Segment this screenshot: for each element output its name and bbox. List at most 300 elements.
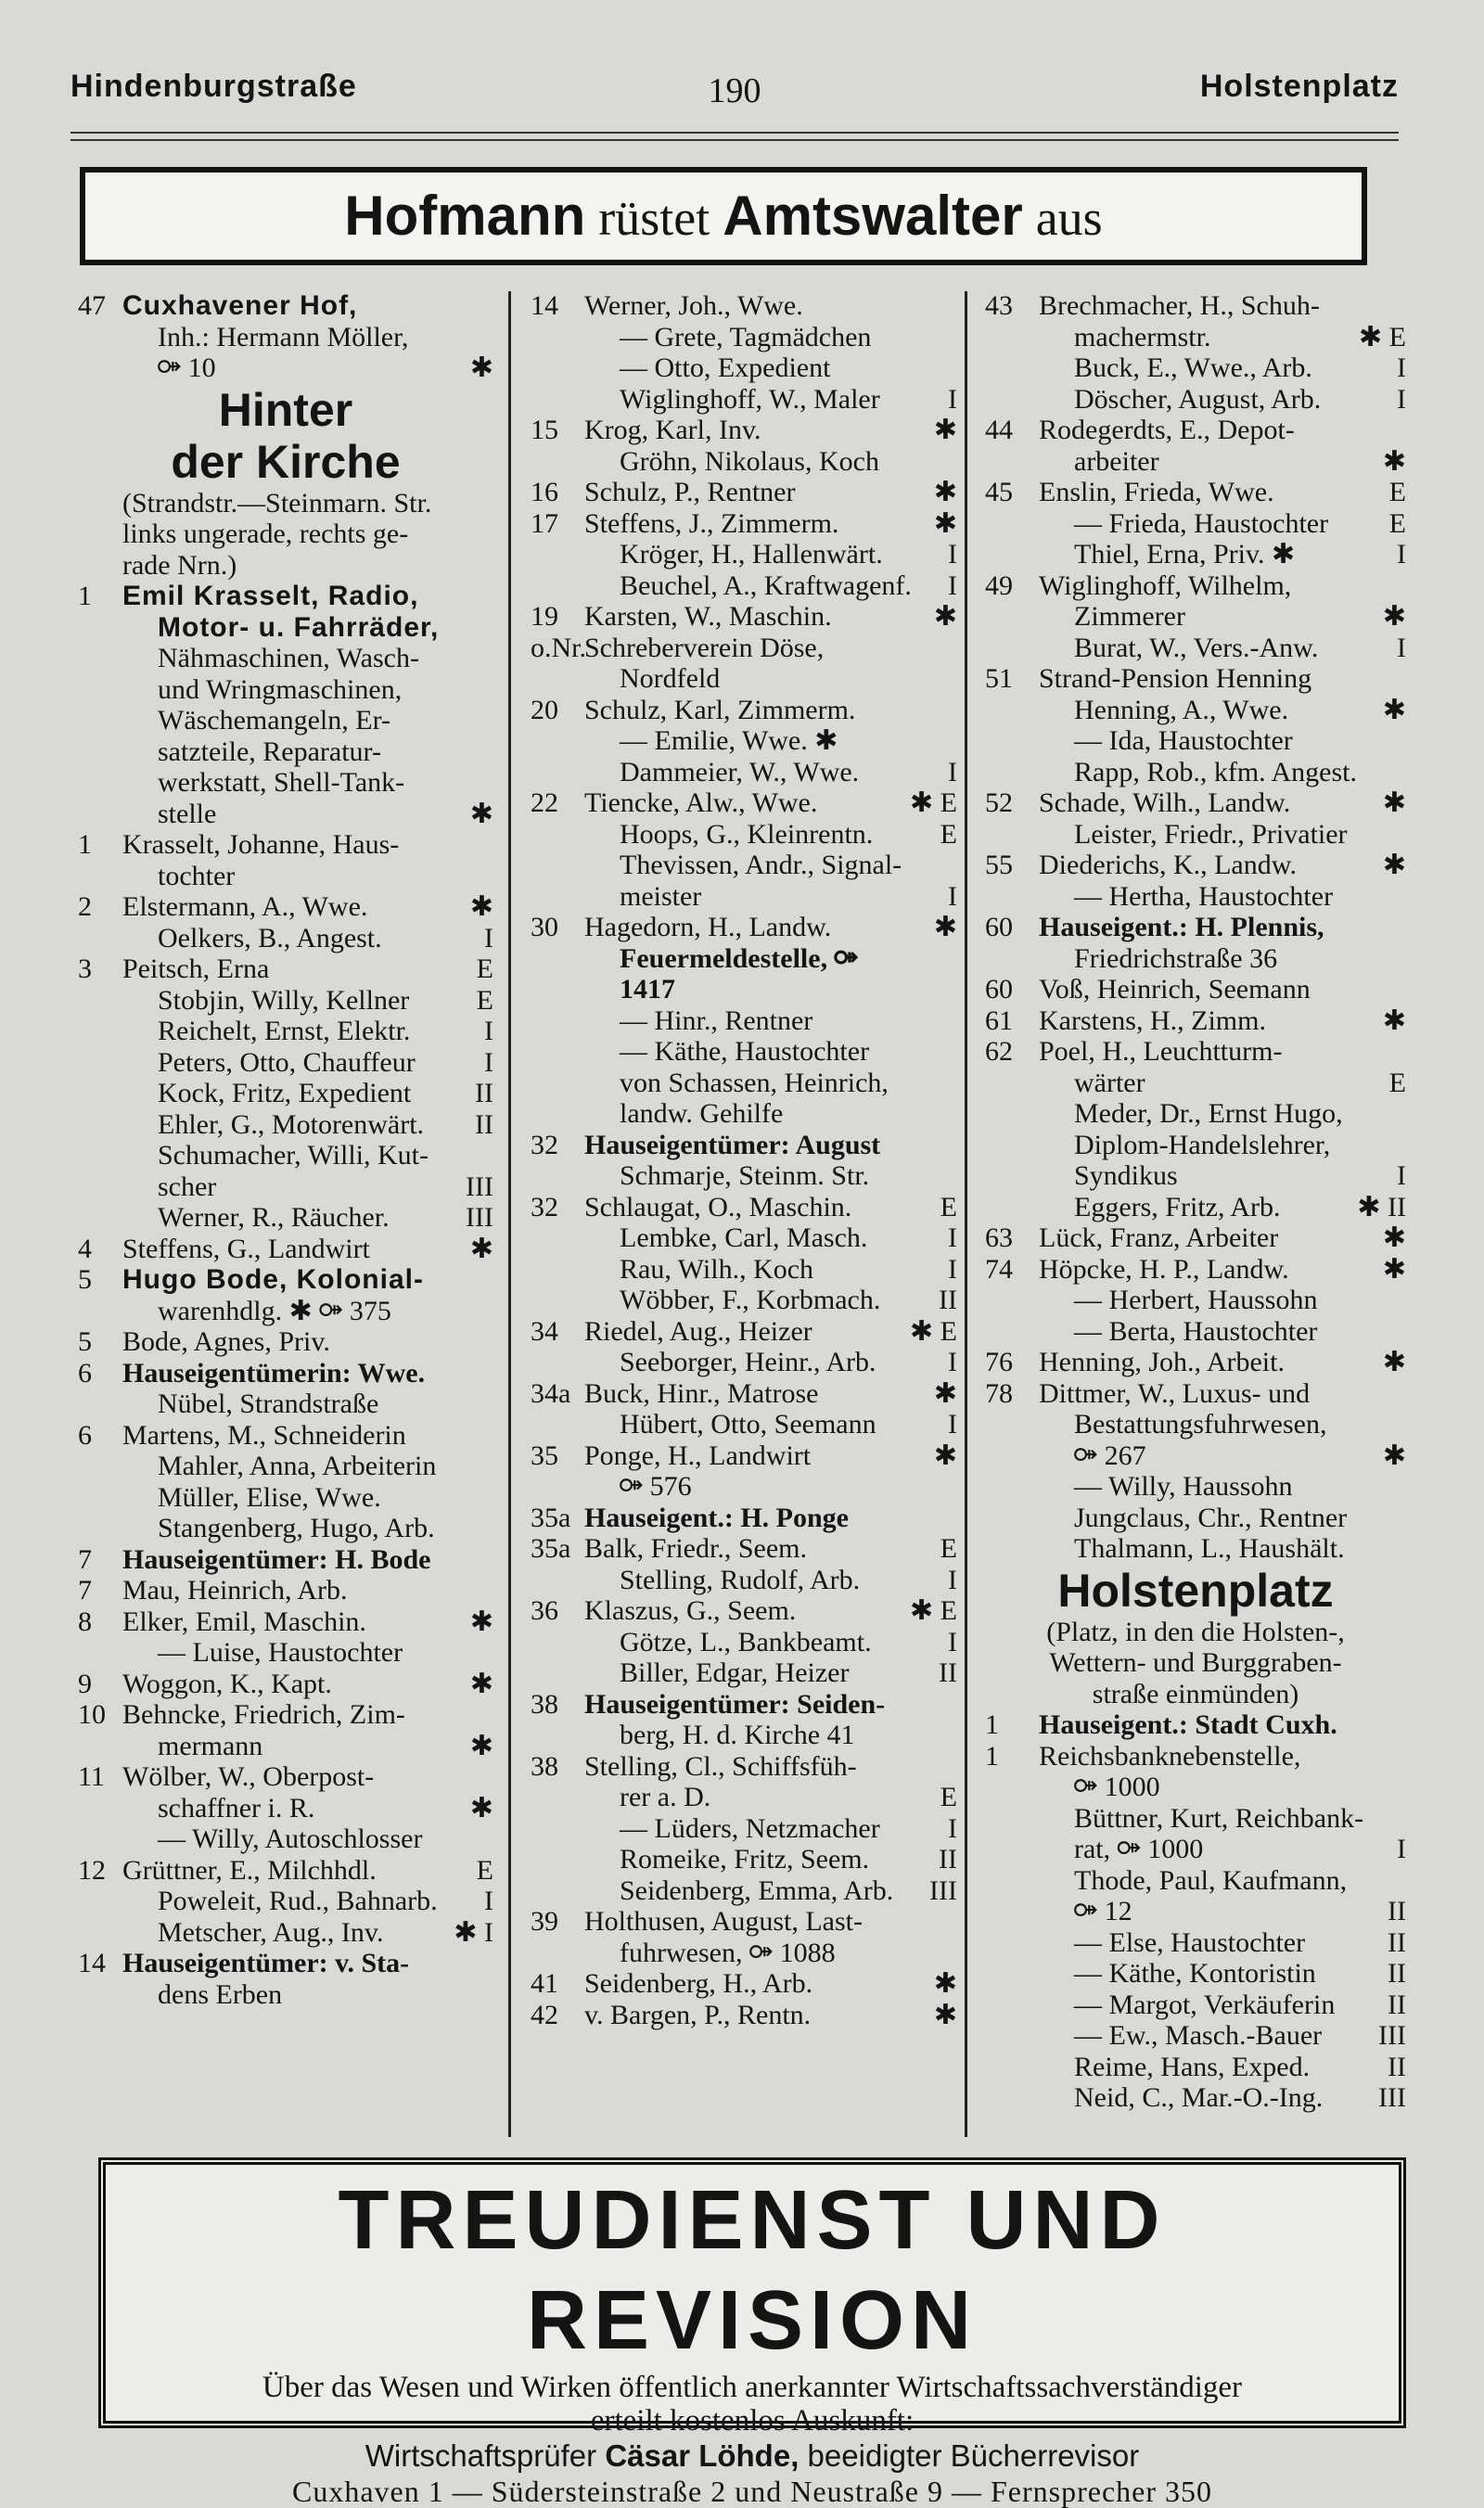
entry-text: Zimmerer: [1074, 601, 1185, 632]
directory-entry: [985, 508, 1406, 540]
entry-text: — Willy, Haussohn: [1074, 1471, 1293, 1502]
header-street-right: Holstenplatz: [1199, 69, 1399, 104]
house-number: [531, 1285, 584, 1316]
entry-text: ⚩ 12: [1074, 1896, 1132, 1926]
directory-entry: [985, 290, 1406, 322]
entry-text: Stelling, Cl., Schiffsfüh-: [584, 1750, 857, 1782]
entry-text: Friedrichstraße 36: [1074, 942, 1278, 974]
house-number: 7: [78, 1575, 92, 1606]
entry-text: Hauseigent.: H. Ponge: [584, 1502, 849, 1533]
directory-entry: [531, 1130, 957, 1161]
floor-marker: II: [475, 1078, 493, 1108]
directory-entry: [78, 581, 493, 612]
floor-marker: II: [1388, 1989, 1406, 2020]
entry-text: — Hertha, Haustochter: [1074, 880, 1334, 912]
directory-entry: [78, 767, 493, 799]
house-number: 49: [985, 569, 1013, 601]
house-number: [78, 1979, 122, 2011]
entry-text: Seeborger, Heinr., Arb.: [620, 1347, 876, 1377]
entry-text: Klaszus, G., Seem.: [584, 1595, 797, 1626]
directory-entry: [531, 384, 957, 416]
house-number: 5: [78, 1264, 92, 1295]
house-number: 15: [531, 415, 558, 445]
entry-text: Cuxhavener Hof,: [122, 290, 358, 321]
floor-marker: I: [484, 922, 493, 953]
house-number: 35a: [531, 1502, 571, 1533]
entry-text: — Käthe, Haustochter: [620, 1036, 870, 1067]
house-number: 39: [531, 1906, 558, 1937]
house-number: 14: [78, 1948, 106, 1978]
ad-word-3: aus: [1035, 190, 1103, 246]
house-number: 9: [78, 1668, 92, 1699]
house-number: [531, 1068, 584, 1099]
floor-marker: ✱: [1382, 1440, 1406, 1471]
house-number: [531, 1565, 584, 1596]
house-number: [78, 488, 122, 519]
house-number: 7: [78, 1543, 92, 1575]
floor-marker: ✱: [469, 1792, 493, 1823]
section-note: Wettern- und Burggraben-: [1049, 1647, 1342, 1678]
entry-text: von Schassen, Heinrich,: [620, 1067, 889, 1098]
house-number: [531, 943, 584, 975]
directory-entry: [985, 415, 1406, 446]
entry-text: Strand-Pension Henning: [1039, 663, 1312, 694]
entry-text: Karsten, W., Maschin.: [584, 601, 832, 632]
house-number: 2: [78, 891, 92, 922]
directory-entry: [531, 1875, 957, 1907]
section-note: straße einmünden): [1092, 1678, 1299, 1709]
entry-text: Hoops, G., Kleinrentn.: [620, 818, 874, 850]
directory-entry: [531, 415, 957, 446]
house-number: [985, 2082, 1039, 2114]
entry-text: Burat, W., Vers.-Anw.: [1074, 632, 1319, 663]
house-number: [531, 1720, 584, 1751]
directory-column-3: [985, 290, 1406, 2114]
floor-marker: III: [466, 1171, 493, 1202]
entry-text: — Ew., Masch.-Bauer: [1074, 2020, 1323, 2051]
entry-text: Thevissen, Andr., Signal-: [620, 850, 902, 880]
directory-entry: [985, 1896, 1406, 1927]
house-number: [985, 1834, 1039, 1865]
entry-text: Peitsch, Erna: [122, 953, 270, 984]
floor-marker: ✱: [1382, 445, 1406, 477]
floor-marker: ✱ II: [1357, 1191, 1406, 1222]
entry-text: Enslin, Frieda, Wwe.: [1039, 477, 1274, 507]
entry-text: Hauseigentümer: H. Bode: [122, 1543, 431, 1575]
directory-entry: [78, 1823, 493, 1855]
entry-text: Schulz, Karl, Zimmerm.: [584, 694, 856, 725]
directory-entry: [531, 1503, 957, 1534]
floor-marker: E: [940, 1533, 957, 1564]
floor-marker: I: [1397, 1834, 1406, 1864]
entry-text: rat, ⚩ 1000: [1074, 1834, 1204, 1864]
entry-text: Döscher, August, Arb.: [1074, 383, 1322, 415]
floor-marker: ✱: [933, 1999, 957, 2030]
house-number: [78, 985, 122, 1017]
directory-entry: [531, 943, 957, 975]
entry-text: Krasselt, Johanne, Haus-: [122, 829, 400, 860]
floor-marker: III: [1378, 2082, 1406, 2113]
directory-entry: [531, 1285, 957, 1316]
house-number: [531, 663, 584, 695]
entry-text: rade Nrn.): [122, 549, 237, 581]
floor-marker: E: [940, 818, 957, 850]
directory-entry: [531, 1068, 957, 1099]
house-number: [985, 2020, 1039, 2052]
house-number: o.Nr.: [531, 632, 586, 663]
entry-text: — Margot, Verkäuferin: [1074, 1989, 1336, 2020]
ad-description: Über das Wesen und Wirken öffentlich anerkannter Wirtschaftssachverständiger: [262, 2371, 1243, 2404]
entry-text: Ehler, G., Motorenwärt.: [158, 1108, 425, 1140]
entry-text: 1417: [620, 974, 675, 1004]
house-number: [531, 1471, 584, 1503]
entry-text: Kröger, H., Hallenwärt.: [620, 539, 883, 569]
entry-text: Wiglinghoff, Wilhelm,: [1039, 569, 1292, 601]
entry-text: Karstens, H., Zimm.: [1039, 1004, 1266, 1036]
entry-text: Nähmaschinen, Wasch-: [158, 643, 419, 673]
entry-text: werkstatt, Shell-Tank-: [158, 767, 405, 798]
entry-text: Bestattungsfuhrwesen,: [1074, 1409, 1327, 1440]
directory-entry: [531, 477, 957, 508]
entry-text: Henning, A., Wwe.: [1074, 694, 1289, 725]
directory-entry: [985, 539, 1406, 570]
directory-entry: [985, 1130, 1406, 1161]
directory-entry: [985, 1471, 1406, 1503]
house-number: [531, 725, 584, 757]
directory-entry: [531, 539, 957, 570]
house-number: 62: [985, 1036, 1013, 1067]
house-number: 44: [985, 415, 1013, 445]
house-number: [78, 1202, 122, 1234]
floor-marker: I: [948, 383, 957, 415]
directory-entry: [531, 1471, 957, 1503]
house-number: [985, 1990, 1039, 2021]
house-number: 34a: [531, 1377, 571, 1409]
entry-text: Peters, Otto, Chauffeur: [158, 1046, 416, 1078]
directory-entry: [531, 1968, 957, 2000]
house-number: [531, 1627, 584, 1658]
floor-marker: I: [484, 1016, 493, 1046]
house-number: [985, 1772, 1039, 1803]
directory-entry: [985, 1440, 1406, 1472]
directory-entry: [78, 1047, 493, 1079]
entry-text: Hauseigentümer: Seiden-: [584, 1688, 886, 1720]
entry-text: und Wringmaschinen,: [158, 673, 403, 705]
house-number: [78, 1513, 122, 1544]
house-number: [531, 1813, 584, 1845]
directory-entry: [985, 974, 1406, 1005]
house-number: 6: [78, 1419, 92, 1451]
top-advertisement: [80, 167, 1367, 265]
house-number: [531, 322, 584, 353]
house-number: [78, 736, 122, 768]
house-number: [531, 1409, 584, 1440]
entry-text: Beuchel, A., Kraftwagenf.: [620, 569, 912, 601]
directory-entry: [531, 1409, 957, 1440]
floor-marker: E: [1388, 507, 1406, 539]
directory-entry: [78, 290, 493, 322]
floor-marker: E: [940, 1191, 957, 1222]
house-number: [531, 881, 584, 913]
directory-entry: [985, 1068, 1406, 1099]
entry-text: satzteile, Reparatur-: [158, 736, 381, 767]
entry-text: Emil Krasselt, Radio,: [122, 581, 419, 611]
entry-text: Reime, Hans, Exped.: [1074, 2051, 1311, 2082]
entry-text: Rodegerdts, E., Depot-: [1039, 415, 1295, 445]
directory-entry: [78, 1388, 493, 1420]
entry-text: Voß, Heinrich, Seemann: [1039, 974, 1311, 1004]
ad-qualification: beeidigter Bücherrevisor: [807, 2438, 1140, 2473]
house-number: [531, 384, 584, 416]
floor-marker: II: [939, 1657, 957, 1688]
header-rule-top: [70, 132, 1399, 134]
entry-text: — Grete, Tagmädchen: [620, 321, 872, 352]
directory-entry: [985, 1409, 1406, 1440]
entry-text: schaffner i. R.: [158, 1792, 315, 1823]
house-number: 76: [985, 1347, 1013, 1377]
entry-text: landw. Gehilfe: [620, 1098, 784, 1129]
house-number: 60: [985, 974, 1013, 1004]
directory-entry: [78, 612, 493, 644]
entry-text: berg, H. d. Kirche 41: [620, 1720, 855, 1750]
house-number: [78, 767, 122, 799]
directory-entry: [78, 1078, 493, 1109]
floor-marker: I: [948, 1222, 957, 1253]
directory-entry: [78, 1202, 493, 1234]
house-number: [531, 352, 584, 384]
bottom-advertisement: [98, 2157, 1406, 2508]
entry-text: Bode, Agnes, Priv.: [122, 1326, 330, 1357]
entry-text: Höpcke, H. P., Landw.: [1039, 1253, 1289, 1285]
entry-text: Schreberverein Döse,: [584, 632, 825, 663]
floor-marker: I: [948, 756, 957, 787]
entry-text: Diplom-Handelslehrer,: [1074, 1129, 1331, 1160]
directory-entry: [531, 1906, 957, 1938]
house-number: [78, 799, 122, 830]
entry-text: Biller, Edgar, Heizer: [620, 1657, 850, 1688]
directory-entry: [531, 1533, 957, 1565]
entry-text: scher: [158, 1171, 217, 1202]
directory-entry: [531, 1378, 957, 1410]
entry-text: Feuermeldestelle, ⚩: [620, 942, 858, 974]
entry-text: Brechmacher, H., Schuh-: [1039, 290, 1320, 321]
entry-text: rer a. D.: [620, 1782, 711, 1812]
page-header: [70, 69, 1399, 124]
entry-text: Schumacher, Willi, Kut-: [158, 1140, 429, 1171]
entry-text: Lück, Franz, Arbeiter: [1039, 1222, 1279, 1253]
entry-text: wärter: [1074, 1067, 1145, 1098]
house-number: [531, 1875, 584, 1907]
directory-entry: [78, 1979, 493, 2011]
directory-entry: [78, 1016, 493, 1047]
house-number: 41: [531, 1968, 558, 1999]
entry-text: Seidenberg, Emma, Arb.: [620, 1875, 894, 1906]
directory-entry: [78, 488, 493, 519]
house-number: [78, 1886, 122, 1917]
house-number: 38: [531, 1688, 558, 1720]
house-number: [531, 1844, 584, 1875]
directory-entry: [531, 1657, 957, 1689]
directory-entry: [531, 1347, 957, 1378]
house-number: [985, 1503, 1039, 1534]
floor-marker: ✱: [933, 1377, 957, 1409]
directory-entry: [531, 912, 957, 943]
entry-text: warenhdlg. ✱ ⚩ 375: [158, 1295, 391, 1326]
ad-name: Cäsar Löhde,: [605, 2438, 800, 2473]
entry-text: Rapp, Rob., kfm. Angest.: [1074, 756, 1357, 787]
ad-advertiser: [106, 2438, 1399, 2475]
directory-entry: [78, 1637, 493, 1669]
floor-marker: I: [948, 1347, 957, 1377]
directory-entry: [531, 1316, 957, 1348]
floor-marker: I: [948, 1812, 957, 1844]
entry-text: arbeiter: [1074, 445, 1159, 477]
house-number: 45: [985, 477, 1013, 507]
directory-entry: [78, 1513, 493, 1544]
floor-marker: I: [1397, 539, 1406, 569]
entry-text: machermstr.: [1074, 321, 1211, 352]
entry-text: Martens, M., Schneiderin: [122, 1419, 406, 1451]
house-number: [985, 1471, 1039, 1503]
floor-marker: II: [939, 1844, 957, 1875]
entry-text: Balk, Friedr., Seem.: [584, 1533, 807, 1564]
entry-text: ⚩ 1000: [1074, 1772, 1160, 1802]
directory-entry: [985, 850, 1406, 881]
house-number: 61: [985, 1004, 1013, 1036]
house-number: [985, 1285, 1039, 1316]
entry-text: Büttner, Kurt, Reichbank-: [1074, 1802, 1364, 1834]
directory-entry: [985, 1803, 1406, 1835]
house-number: 11: [78, 1761, 105, 1792]
house-number: [985, 1803, 1039, 1835]
house-number: [531, 1005, 584, 1037]
section-heading: der Kirche: [171, 435, 401, 488]
house-number: [531, 539, 584, 570]
house-number: [985, 881, 1039, 913]
house-number: [531, 446, 584, 478]
directory-entry: [985, 1990, 1406, 2021]
directory-entry: [78, 643, 493, 674]
house-number: [531, 1782, 584, 1813]
entry-text: Thiel, Erna, Priv. ✱: [1074, 539, 1296, 569]
directory-entry: [985, 787, 1406, 819]
floor-marker: ✱: [933, 601, 957, 632]
house-number: 22: [531, 787, 558, 818]
floor-marker: I: [484, 1886, 493, 1916]
directory-entry: [78, 953, 493, 985]
directory-entry: [78, 1264, 493, 1296]
floor-marker: ✱: [1382, 1347, 1406, 1377]
entry-text: v. Bargen, P., Rentn.: [584, 1999, 812, 2030]
house-number: [985, 1068, 1039, 1099]
directory-entry: [985, 1503, 1406, 1534]
directory-entry: [78, 1793, 493, 1824]
entry-text: Tiencke, Alw., Wwe.: [584, 787, 818, 818]
house-number: [78, 1731, 122, 1762]
house-number: [78, 1482, 122, 1514]
section-note: (Platz, in den die Holsten-,: [1046, 1616, 1345, 1647]
entry-text: Buck, Hinr., Matrose: [584, 1377, 819, 1409]
house-number: 34: [531, 1315, 558, 1347]
house-number: [78, 1140, 122, 1171]
entry-text: Hauseigentümer: v. Sta-: [122, 1948, 410, 1978]
entry-text: Hugo Bode, Kolonial-: [122, 1264, 424, 1295]
entry-text: Romeike, Fritz, Seem.: [620, 1844, 870, 1875]
house-number: [985, 1927, 1039, 1959]
house-number: 1: [985, 1740, 999, 1772]
entry-text: Stobjin, Willy, Kellner: [158, 984, 410, 1016]
floor-marker: I: [948, 1253, 957, 1285]
entry-text: Steffens, G., Landwirt: [122, 1233, 370, 1264]
house-number: 30: [531, 912, 558, 942]
entry-text: — Berta, Haustochter: [1074, 1315, 1318, 1347]
directory-entry: [985, 1347, 1406, 1378]
directory-entry: [531, 352, 957, 384]
entry-text: (Strandstr.—Steinmarn. Str.: [122, 487, 432, 518]
entry-text: Krog, Karl, Inv.: [584, 415, 761, 445]
directory-entry: [78, 1234, 493, 1265]
entry-text: meister: [620, 880, 702, 912]
floor-marker: II: [1388, 1926, 1406, 1958]
directory-entry: [985, 725, 1406, 757]
directory-entry: [78, 736, 493, 768]
entry-text: dens Erben: [158, 1978, 283, 2010]
floor-marker: I: [1397, 352, 1406, 383]
entry-text: Poel, H., Leuchtturm-: [1039, 1036, 1283, 1067]
house-number: 5: [78, 1326, 92, 1357]
entry-text: Schlaugat, O., Maschin.: [584, 1191, 852, 1222]
entry-text: Meder, Dr., Ernst Hugo,: [1074, 1098, 1343, 1129]
entry-text: Thode, Paul, Kaufmann,: [1074, 1864, 1348, 1896]
house-number: [985, 601, 1039, 633]
floor-marker: II: [939, 1285, 957, 1315]
directory-entry: [985, 1927, 1406, 1959]
house-number: [78, 643, 122, 674]
floor-marker: ✱ E: [910, 1315, 957, 1347]
floor-marker: III: [1378, 2020, 1406, 2051]
house-number: 17: [531, 507, 558, 539]
house-number: [531, 1160, 584, 1192]
house-number: 51: [985, 663, 1013, 694]
directory-entry: [531, 322, 957, 353]
directory-entry: [531, 1565, 957, 1596]
directory-entry: [985, 1741, 1406, 1772]
directory-entry: [985, 943, 1406, 975]
entry-text: Hübert, Otto, Seemann: [620, 1409, 876, 1440]
floor-marker: E: [940, 1782, 957, 1812]
entry-text: Elstermann, A., Wwe.: [122, 891, 368, 922]
entry-text: Hauseigent.: Stadt Cuxh.: [1039, 1709, 1337, 1740]
house-number: 1: [985, 1709, 999, 1740]
entry-text: Elker, Emil, Maschin.: [122, 1606, 366, 1637]
directory-entry: [78, 1420, 493, 1452]
entry-text: Metscher, Aug., Inv.: [158, 1916, 384, 1948]
directory-entry: [531, 1254, 957, 1286]
house-number: [531, 1222, 584, 1254]
ad-description-2: erteilt kostenlos Auskunft:: [590, 2404, 915, 2438]
house-number: [531, 1254, 584, 1286]
floor-marker: ✱: [933, 507, 957, 539]
directory-entry: [985, 322, 1406, 353]
directory-entry: [78, 799, 493, 830]
directory-entry: [985, 1709, 1406, 1741]
directory-entry: [531, 1098, 957, 1130]
floor-marker: I: [948, 1626, 957, 1657]
house-number: 52: [985, 787, 1013, 818]
directory-entry: [531, 757, 957, 788]
house-number: [78, 322, 122, 353]
floor-marker: I: [948, 1409, 957, 1440]
